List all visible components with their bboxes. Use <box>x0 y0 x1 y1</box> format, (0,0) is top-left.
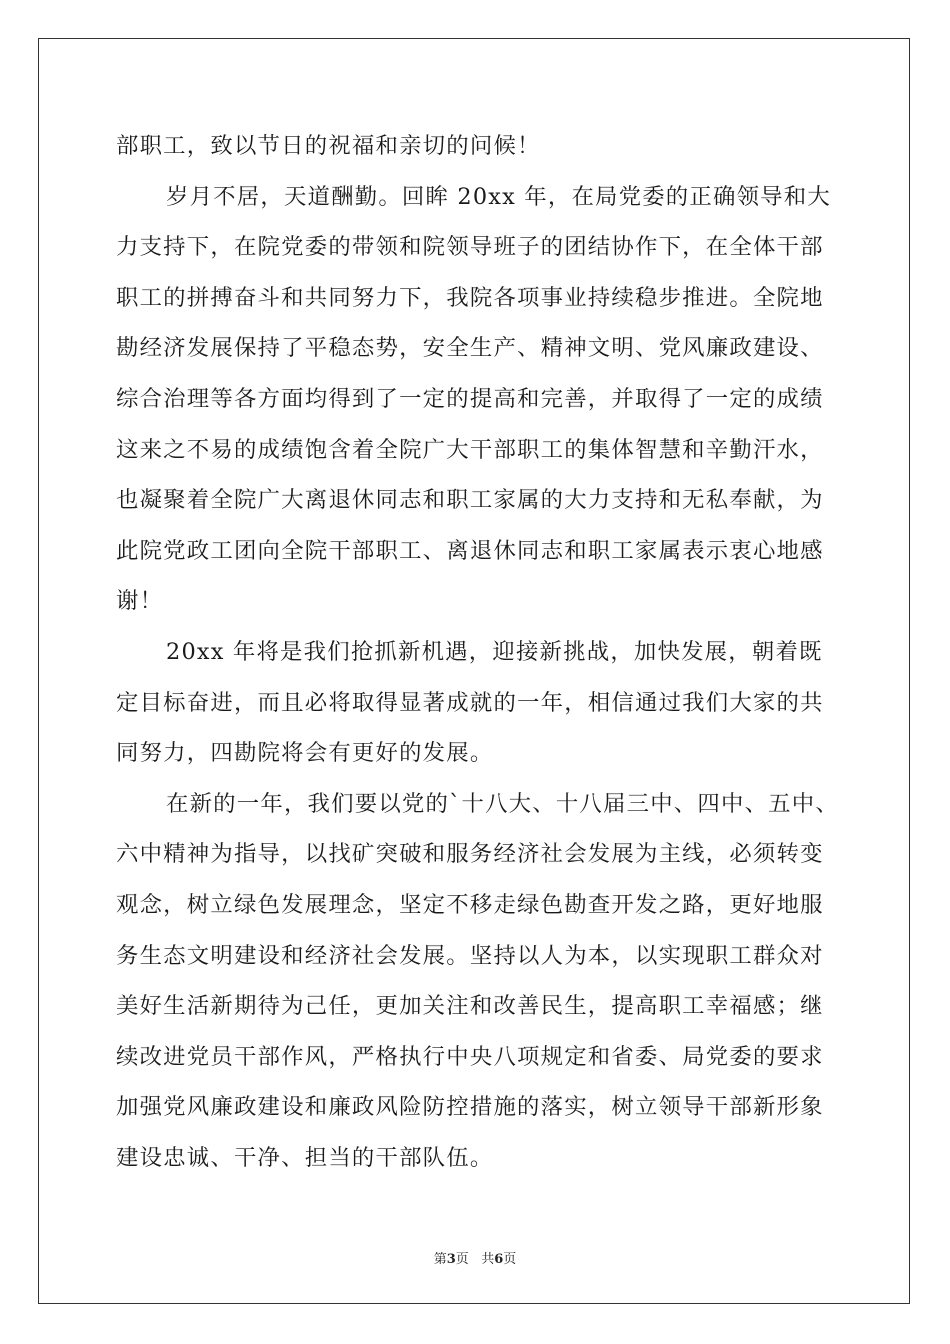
text-line: 观念，树立绿色发展理念，坚定不移走绿色勘查开发之路，更好地服 <box>116 891 824 918</box>
text-line: 这来之不易的成绩饱含着全院广大干部职工的集体智慧和辛勤汗水， <box>116 436 824 463</box>
document-body <box>116 129 839 1191</box>
page-label-suffix: 页 <box>455 1252 469 1267</box>
text-line: 务生态文明建设和经济社会发展。坚持以人为本，以实现职工群众对 <box>116 942 824 969</box>
text-line: 部职工，致以节日的祝福和亲切的问候！ <box>116 133 541 159</box>
text-line: 建设忠诚、干净、担当的干部队伍。 <box>116 1144 494 1171</box>
text-line: 也凝聚着全院广大离退休同志和职工家属的大力支持和无私奉献，为 <box>116 487 824 514</box>
text-line: 力支持下，在院党委的带领和院领导班子的团结协作下，在全体干部 <box>116 234 824 261</box>
total-pages: 6 <box>494 1252 504 1267</box>
total-label-suffix: 页 <box>503 1252 517 1267</box>
total-label-prefix: 共 <box>481 1252 495 1267</box>
page-label-prefix: 第 <box>433 1252 447 1267</box>
paragraph-first-line: 岁月不居，天道酬勤。回眸 20xx 年，在局党委的正确领导和大 <box>166 183 831 210</box>
text-line: 美好生活新期待为己任，更加关注和改善民生，提高职工幸福感；继 <box>116 993 824 1020</box>
paragraph-first-line: 在新的一年，我们要以党的`十八大、十八届三中、四中、五中、 <box>166 790 839 817</box>
text-line: 同努力，四勘院将会有更好的发展。 <box>116 740 494 767</box>
text-line: 六中精神为指导，以找矿突破和服务经济社会发展为主线，必须转变 <box>116 841 824 868</box>
text-line: 定目标奋进，而且必将取得显著成就的一年，相信通过我们大家的共 <box>116 689 824 716</box>
page-number: 3 <box>446 1252 456 1267</box>
text-line: 勘经济发展保持了平稳态势，安全生产、精神文明、党风廉政建设、 <box>116 335 824 362</box>
paragraph-first-line: 20xx 年将是我们抢抓新机遇，迎接新挑战，加快发展，朝着既 <box>166 638 823 665</box>
text-line: 续改进党员干部作风，严格执行中央八项规定和省委、局党委的要求 <box>116 1043 824 1070</box>
text-line: 综合治理等各方面均得到了一定的提高和完善，并取得了一定的成绩 <box>116 385 824 412</box>
text-line: 谢！ <box>116 588 164 615</box>
text-line: 职工的拼搏奋斗和共同努力下，我院各项事业持续稳步推进。全院地 <box>116 284 824 311</box>
text-line: 加强党风廉政建设和廉政风险防控措施的落实，树立领导干部新形象 <box>116 1094 824 1121</box>
text-line: 此院党政工团向全院干部职工、离退休同志和职工家属表示衷心地感 <box>116 537 824 564</box>
page-footer <box>0 1248 950 1267</box>
